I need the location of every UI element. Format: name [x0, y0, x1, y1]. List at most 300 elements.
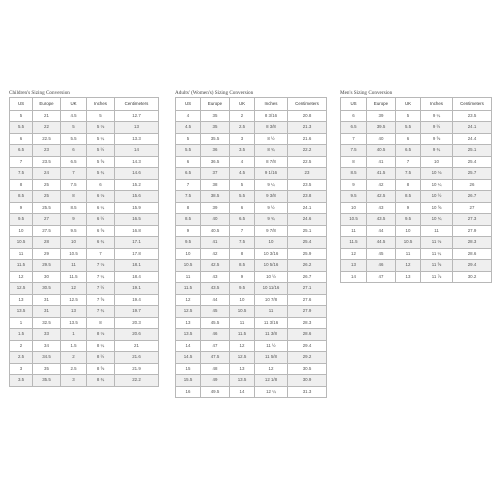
- table-row: [341, 214, 492, 226]
- table-cell: 27.9: [453, 225, 492, 237]
- table-cell: 21.6: [288, 133, 327, 145]
- table-cell: 9 3/8: [255, 191, 288, 203]
- table-cell: 13: [230, 363, 255, 375]
- table-cell: 10.5: [341, 214, 367, 226]
- table-row: [176, 375, 327, 387]
- table-cell: 14.5: [176, 352, 201, 364]
- table-cell: 2.5: [230, 122, 255, 134]
- table-row: [341, 237, 492, 249]
- table-cell: 13.5: [176, 329, 201, 341]
- table-row: [10, 202, 159, 214]
- table-cell: 42.5: [367, 191, 396, 203]
- table-row: [176, 191, 327, 203]
- table-cell: 25: [33, 179, 61, 191]
- table-cell: 5: [61, 122, 87, 134]
- table-row: [176, 352, 327, 364]
- table-cell: 24: [33, 168, 61, 180]
- table-cell: 19.1: [115, 283, 159, 295]
- table-row: [176, 110, 327, 122]
- table-row: [10, 375, 159, 387]
- table-cell: 28.3: [288, 317, 327, 329]
- table-cell: 41.5: [367, 168, 396, 180]
- table-cell: 29.4: [453, 260, 492, 272]
- column-header: Europe: [33, 98, 61, 111]
- table-row: [10, 306, 159, 318]
- table-cell: 8 ½: [87, 352, 115, 364]
- table-cell: 6.5: [176, 168, 201, 180]
- table-cell: 12: [396, 260, 421, 272]
- table-cell: 32.5: [33, 317, 61, 329]
- table-row: [176, 294, 327, 306]
- table-cell: 12: [61, 283, 87, 295]
- table-header-row: [176, 98, 327, 111]
- table-cell: 26: [453, 179, 492, 191]
- table-row: [176, 340, 327, 352]
- table-cell: 31: [33, 294, 61, 306]
- table-cell: 41: [367, 156, 396, 168]
- table-cell: 5 ½: [87, 145, 115, 157]
- table-cell: 8 7/8: [255, 156, 288, 168]
- table-cell: 5.5: [230, 191, 255, 203]
- table-cell: 30.5: [33, 283, 61, 295]
- table-cell: 21.3: [288, 122, 327, 134]
- table-cell: 3.5: [10, 375, 33, 387]
- table-cell: 10: [230, 294, 255, 306]
- mens-size-table: [340, 97, 492, 283]
- table-cell: 9: [396, 202, 421, 214]
- table-cell: 13.5: [61, 317, 87, 329]
- childrens-chart-title: Children's Sizing Conversion: [9, 90, 70, 96]
- table-cell: 11 3/8: [255, 329, 288, 341]
- table-cell: 7 ¼: [87, 271, 115, 283]
- table-cell: 8.5: [10, 191, 33, 203]
- table-row: [10, 283, 159, 295]
- table-cell: 9.5: [61, 225, 87, 237]
- table-row: [10, 133, 159, 145]
- table-cell: 27: [33, 214, 61, 226]
- table-cell: 10.5: [61, 248, 87, 260]
- childrens-size-chart: [9, 90, 159, 387]
- table-row: [176, 283, 327, 295]
- table-cell: 13: [396, 271, 421, 283]
- table-row: [176, 202, 327, 214]
- table-cell: 11: [255, 306, 288, 318]
- table-cell: 25.9: [288, 248, 327, 260]
- table-cell: 28.6: [453, 248, 492, 260]
- table-cell: 22: [33, 122, 61, 134]
- table-cell: 1: [61, 329, 87, 341]
- table-row: [341, 191, 492, 203]
- table-cell: 48: [201, 363, 230, 375]
- table-cell: 28: [33, 237, 61, 249]
- table-cell: 17.8: [115, 248, 159, 260]
- table-cell: 25.7: [453, 168, 492, 180]
- table-cell: 8: [61, 191, 87, 203]
- table-cell: 6: [61, 145, 87, 157]
- table-cell: 6: [176, 156, 201, 168]
- table-cell: 29: [33, 248, 61, 260]
- mens-chart-title: Men's Sizing Conversion: [340, 90, 393, 96]
- table-row: [176, 145, 327, 157]
- table-cell: 11.5: [176, 283, 201, 295]
- table-cell: 3: [10, 363, 33, 375]
- table-cell: 7: [61, 168, 87, 180]
- table-cell: 4: [176, 110, 201, 122]
- table-cell: 10.5: [10, 237, 33, 249]
- table-cell: 35.5: [201, 133, 230, 145]
- table-cell: 10.5: [230, 306, 255, 318]
- table-cell: 35: [33, 363, 61, 375]
- table-cell: 2.5: [10, 352, 33, 364]
- table-row: [176, 156, 327, 168]
- column-header: US: [10, 98, 33, 111]
- table-cell: 13.3: [115, 133, 159, 145]
- table-row: [10, 260, 159, 272]
- column-header: UK: [61, 98, 87, 111]
- table-row: [10, 317, 159, 329]
- table-cell: 46: [201, 329, 230, 341]
- table-cell: 11: [421, 225, 453, 237]
- table-cell: 6: [10, 133, 33, 145]
- table-cell: 43.5: [367, 214, 396, 226]
- table-cell: 15: [176, 363, 201, 375]
- table-row: [341, 260, 492, 272]
- table-cell: 4.5: [61, 110, 87, 122]
- table-cell: 7 ¾: [87, 306, 115, 318]
- table-cell: 11 ¼: [421, 248, 453, 260]
- table-cell: 10 3/16: [255, 248, 288, 260]
- table-cell: 10 ⅝: [421, 202, 453, 214]
- table-cell: 8: [396, 179, 421, 191]
- table-cell: 29.5: [33, 260, 61, 272]
- table-cell: 12: [255, 363, 288, 375]
- table-cell: 6: [341, 110, 367, 122]
- table-cell: 42.5: [201, 260, 230, 272]
- table-cell: 45.5: [201, 317, 230, 329]
- table-cell: 47: [367, 271, 396, 283]
- table-cell: 21: [115, 340, 159, 352]
- table-row: [176, 271, 327, 283]
- table-cell: 11 3/16: [255, 317, 288, 329]
- table-cell: 8 ¼: [87, 340, 115, 352]
- table-cell: 7 ½: [87, 283, 115, 295]
- table-cell: 10 ⅛: [421, 168, 453, 180]
- table-cell: 21: [33, 110, 61, 122]
- table-cell: 5: [230, 179, 255, 191]
- table-cell: 43.5: [201, 283, 230, 295]
- table-cell: 23: [33, 145, 61, 157]
- table-cell: 29.2: [288, 352, 327, 364]
- table-cell: 5.5: [396, 122, 421, 134]
- table-cell: 7.5: [396, 168, 421, 180]
- table-cell: 12.7: [115, 110, 159, 122]
- table-cell: 1: [10, 317, 33, 329]
- table-cell: 11 ⅝: [421, 260, 453, 272]
- table-row: [176, 306, 327, 318]
- table-cell: 47: [201, 340, 230, 352]
- table-cell: 13: [176, 317, 201, 329]
- table-cell: 36.5: [201, 156, 230, 168]
- table-cell: 12 ¼: [255, 386, 288, 398]
- childrens-size-table: [9, 97, 159, 387]
- table-row: [176, 168, 327, 180]
- table-cell: 1.5: [10, 329, 33, 341]
- table-cell: 11 ⅞: [421, 271, 453, 283]
- table-cell: 16.5: [115, 214, 159, 226]
- table-cell: 27.6: [288, 294, 327, 306]
- column-header: Centimeters: [115, 98, 159, 111]
- table-cell: 6 ⅝: [87, 225, 115, 237]
- table-cell: 40.5: [367, 145, 396, 157]
- table-header-row: [10, 98, 159, 111]
- table-cell: 8.5: [396, 191, 421, 203]
- table-cell: 30.9: [288, 375, 327, 387]
- table-cell: 41: [201, 237, 230, 249]
- table-cell: 11: [10, 248, 33, 260]
- table-cell: 28.3: [453, 237, 492, 249]
- table-cell: 9 ¾: [421, 145, 453, 157]
- table-cell: 15.6: [115, 191, 159, 203]
- table-cell: 42: [367, 179, 396, 191]
- table-cell: 19.4: [115, 294, 159, 306]
- table-cell: 14: [115, 145, 159, 157]
- mens-size-chart: [340, 90, 492, 283]
- table-cell: 3: [61, 375, 87, 387]
- table-cell: 2.5: [61, 363, 87, 375]
- table-cell: 23.8: [288, 191, 327, 203]
- table-row: [10, 271, 159, 283]
- table-cell: 6.5: [10, 145, 33, 157]
- table-cell: 9 1/16: [255, 168, 288, 180]
- table-header-row: [341, 98, 492, 111]
- table-cell: 10 ½: [421, 191, 453, 203]
- table-cell: 26.7: [288, 271, 327, 283]
- table-cell: 11 5/8: [255, 352, 288, 364]
- table-cell: 47.5: [201, 352, 230, 364]
- table-cell: 34: [33, 340, 61, 352]
- table-cell: 5: [396, 110, 421, 122]
- adults-womens-size-chart: [175, 90, 327, 398]
- table-cell: 21.9: [115, 363, 159, 375]
- table-cell: 25.1: [453, 145, 492, 157]
- table-cell: 25.4: [288, 237, 327, 249]
- table-cell: 9 ⅝: [421, 133, 453, 145]
- table-cell: 22.5: [33, 133, 61, 145]
- table-cell: 12.5: [176, 306, 201, 318]
- table-cell: 11: [176, 271, 201, 283]
- table-cell: 14.3: [115, 156, 159, 168]
- column-header: US: [341, 98, 367, 111]
- table-cell: 12 1/8: [255, 375, 288, 387]
- table-cell: 7.5: [176, 191, 201, 203]
- table-cell: 9: [10, 202, 33, 214]
- table-cell: 14: [341, 271, 367, 283]
- table-cell: 7: [396, 156, 421, 168]
- table-cell: 15.9: [115, 202, 159, 214]
- table-cell: 6: [396, 133, 421, 145]
- table-cell: 8.5: [176, 214, 201, 226]
- table-cell: 11: [61, 260, 87, 272]
- table-row: [341, 156, 492, 168]
- table-cell: 8 ¾: [87, 375, 115, 387]
- table-row: [10, 191, 159, 203]
- table-cell: 5: [87, 110, 115, 122]
- table-cell: 16: [176, 386, 201, 398]
- table-cell: 7 ⅛: [87, 260, 115, 272]
- table-cell: 45: [201, 306, 230, 318]
- table-cell: 30.5: [288, 363, 327, 375]
- column-header: Centimeters: [288, 98, 327, 111]
- table-cell: 7: [10, 156, 33, 168]
- table-row: [10, 340, 159, 352]
- table-cell: 8 ⅝: [87, 363, 115, 375]
- table-cell: 12: [230, 340, 255, 352]
- table-cell: 13: [10, 294, 33, 306]
- table-cell: 23.5: [453, 110, 492, 122]
- table-cell: 39: [201, 202, 230, 214]
- table-cell: 9 ½: [421, 122, 453, 134]
- table-cell: 8.5: [341, 168, 367, 180]
- table-cell: 6: [230, 202, 255, 214]
- table-cell: 6.5: [341, 122, 367, 134]
- table-cell: 13: [61, 306, 87, 318]
- table-cell: 4.5: [230, 168, 255, 180]
- table-cell: 7.5: [61, 179, 87, 191]
- table-cell: 27.9: [288, 306, 327, 318]
- table-cell: 4: [230, 156, 255, 168]
- table-cell: 13: [341, 260, 367, 272]
- table-row: [176, 237, 327, 249]
- table-cell: 12: [341, 248, 367, 260]
- table-cell: 25.5: [33, 202, 61, 214]
- table-row: [341, 271, 492, 283]
- table-row: [341, 168, 492, 180]
- table-row: [176, 248, 327, 260]
- table-cell: 18.1: [115, 260, 159, 272]
- table-row: [341, 110, 492, 122]
- table-cell: 15.2: [115, 179, 159, 191]
- table-cell: 16.8: [115, 225, 159, 237]
- table-cell: 9.5: [341, 191, 367, 203]
- table-cell: 6 ¾: [87, 237, 115, 249]
- table-cell: 22.5: [288, 156, 327, 168]
- table-cell: 14: [176, 340, 201, 352]
- table-cell: 5: [10, 110, 33, 122]
- table-row: [10, 110, 159, 122]
- table-cell: 8 3/16: [255, 110, 288, 122]
- table-cell: 36: [201, 145, 230, 157]
- table-cell: 5.5: [176, 145, 201, 157]
- table-cell: 6.5: [230, 214, 255, 226]
- table-cell: 9 ¼: [255, 179, 288, 191]
- table-cell: 31.3: [288, 386, 327, 398]
- adults-chart-title: Adults' (Women's) Sizing Conversion: [175, 90, 254, 96]
- table-cell: 46: [367, 260, 396, 272]
- table-cell: 9.5: [230, 283, 255, 295]
- table-cell: 44: [367, 225, 396, 237]
- table-cell: 15.5: [176, 375, 201, 387]
- table-cell: 19.7: [115, 306, 159, 318]
- table-cell: 10.5: [396, 237, 421, 249]
- table-cell: 14: [230, 386, 255, 398]
- table-cell: 5 ¼: [87, 133, 115, 145]
- table-cell: 8.5: [230, 260, 255, 272]
- column-header: US: [176, 98, 201, 111]
- table-cell: 5.5: [10, 122, 33, 134]
- table-cell: 7 ⅝: [87, 294, 115, 306]
- table-cell: 7.5: [341, 145, 367, 157]
- table-cell: 27.3: [453, 214, 492, 226]
- table-cell: 22.2: [288, 145, 327, 157]
- table-cell: 10 ¼: [421, 179, 453, 191]
- table-cell: 44.5: [367, 237, 396, 249]
- table-cell: 35: [201, 110, 230, 122]
- table-row: [10, 122, 159, 134]
- table-row: [10, 294, 159, 306]
- table-cell: 49: [201, 375, 230, 387]
- table-cell: 7: [230, 225, 255, 237]
- table-cell: 33: [33, 329, 61, 341]
- table-cell: 12.5: [61, 294, 87, 306]
- table-cell: 9 7/8: [255, 225, 288, 237]
- table-row: [341, 122, 492, 134]
- table-cell: 3.5: [230, 145, 255, 157]
- table-cell: 6.5: [396, 145, 421, 157]
- table-cell: 44: [201, 294, 230, 306]
- table-cell: 26.7: [453, 191, 492, 203]
- table-cell: 12.5: [230, 352, 255, 364]
- table-cell: 9 ¼: [421, 110, 453, 122]
- table-cell: 8: [87, 317, 115, 329]
- table-cell: 10 ¾: [421, 214, 453, 226]
- table-cell: 10: [10, 225, 33, 237]
- column-header: Europe: [367, 98, 396, 111]
- table-cell: 9: [61, 214, 87, 226]
- table-cell: 10: [61, 237, 87, 249]
- table-cell: 11 ⅛: [421, 237, 453, 249]
- table-cell: 18.4: [115, 271, 159, 283]
- table-cell: 2: [61, 352, 87, 364]
- column-header: Inches: [255, 98, 288, 111]
- table-row: [176, 363, 327, 375]
- table-cell: 21.6: [115, 352, 159, 364]
- table-cell: 7: [176, 179, 201, 191]
- table-cell: 23.5: [288, 179, 327, 191]
- table-cell: 13.5: [10, 306, 33, 318]
- table-cell: 8: [10, 179, 33, 191]
- table-cell: 30: [33, 271, 61, 283]
- table-row: [176, 386, 327, 398]
- table-cell: 10: [255, 237, 288, 249]
- table-cell: 1.5: [61, 340, 87, 352]
- table-cell: 11.5: [341, 237, 367, 249]
- table-cell: 24.1: [288, 202, 327, 214]
- table-cell: 6.5: [61, 156, 87, 168]
- table-cell: 14.6: [115, 168, 159, 180]
- table-cell: 37: [201, 168, 230, 180]
- table-cell: 45: [367, 248, 396, 260]
- table-cell: 8: [341, 156, 367, 168]
- table-row: [341, 225, 492, 237]
- table-row: [10, 214, 159, 226]
- table-cell: 12: [176, 294, 201, 306]
- table-cell: 10 ½: [255, 271, 288, 283]
- table-cell: 8 ¾: [255, 145, 288, 157]
- table-cell: 6: [87, 179, 115, 191]
- table-cell: 23.5: [33, 156, 61, 168]
- table-row: [341, 179, 492, 191]
- table-cell: 9.5: [10, 214, 33, 226]
